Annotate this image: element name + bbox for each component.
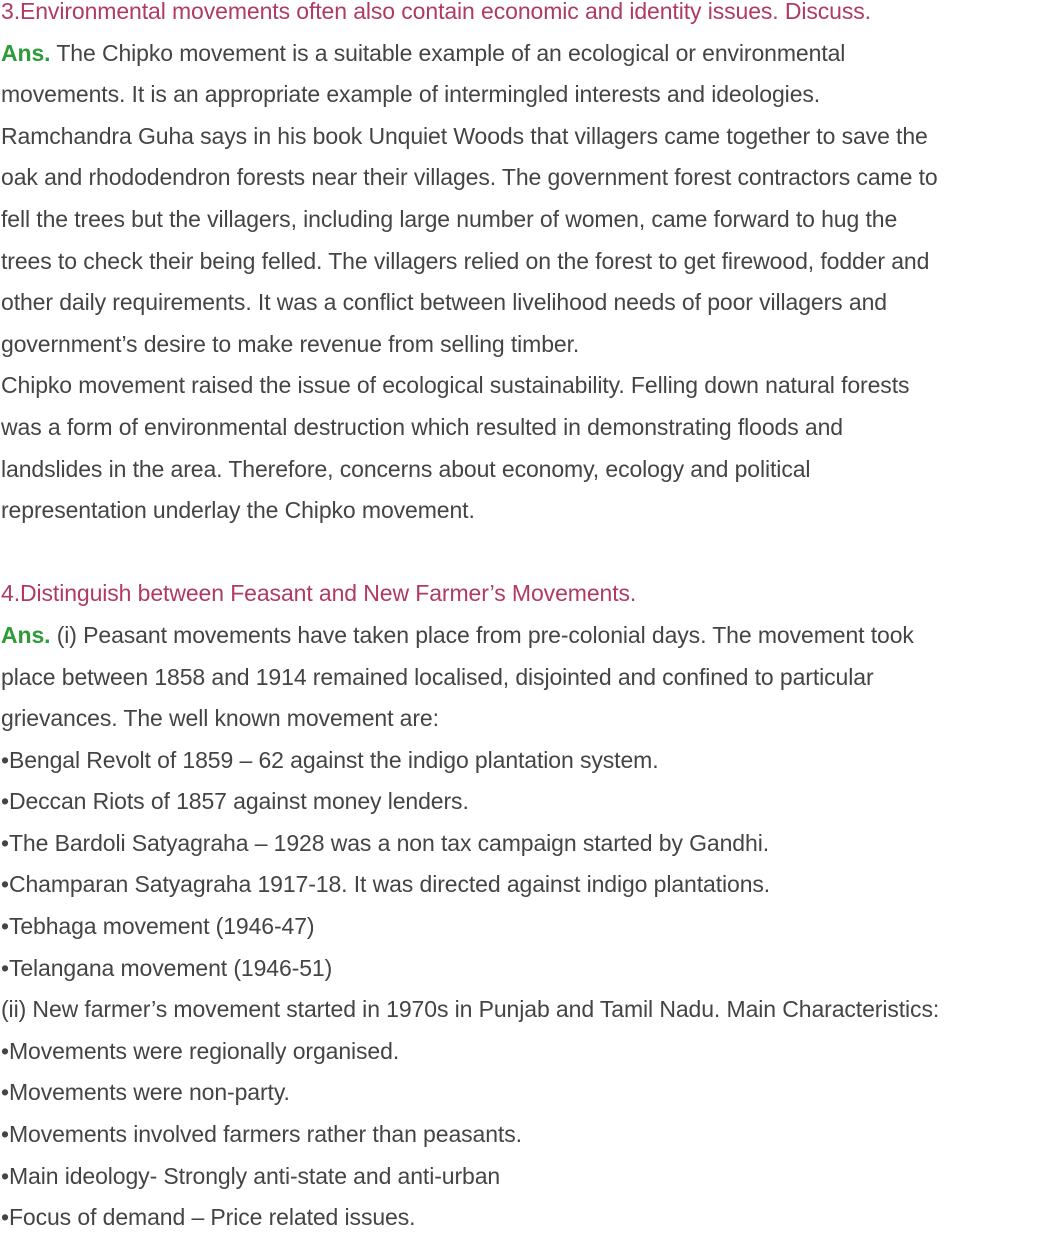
answer-3-line (1, 33, 1042, 75)
answer-4-line: place between 1858 and 1914 remained localised, disjointed and confined to particular (1, 663, 874, 690)
question-3-title: 3.Environmental movements often also contain economic and identity issues. Discuss. (1, 0, 871, 24)
document-body (1, 0, 1042, 1239)
answer-3-line: was a form of environmental destruction which resulted in demonstrating floods and (1, 413, 843, 440)
answer-label: Ans. (1, 39, 51, 66)
answer-3-line: movements. It is an appropriate example of intermingled interests and ideologies. (1, 81, 821, 108)
list-item: •Movements were non-party. (1, 1079, 290, 1106)
list-item: •Main ideology- Strongly anti-state and anti-urban (1, 1162, 501, 1189)
list-item: •Champaran Satyagraha 1917-18. It was directed against indigo plantations. (1, 871, 771, 898)
answer-3-line: landslides in the area. Therefore, concerns about economy, ecology and political (1, 455, 811, 482)
answer-3-text: The Chipko movement is a suitable example of an ecological or environmental (50, 39, 846, 66)
list-item: •Tebhaga movement (1946-47) (1, 913, 315, 940)
answer-3-line: fell the trees but the villagers, including large number of women, came forward to hug the (1, 205, 898, 232)
answer-3-line: government’s desire to make revenue from selling timber. (1, 330, 580, 357)
question-4-title: 4.Distinguish between Feasant and New Farmer’s Movements. (1, 580, 637, 607)
list-item: •Bengal Revolt of 1859 – 62 against the indigo plantation system. (1, 746, 659, 773)
list-item: •Movements were regionally organised. (1, 1037, 400, 1064)
list-item: •Focus of demand – Price related issues. (1, 1204, 416, 1231)
list-item: •Telangana movement (1946-51) (1, 954, 333, 981)
answer-3-line: other daily requirements. It was a conflict between livelihood needs of poor villagers and (1, 289, 887, 316)
answer-3-line: trees to check their being felled. The villagers relied on the forest to get firewood, fodder and (1, 247, 930, 274)
answer-label: Ans. (1, 621, 51, 648)
section-spacer (1, 532, 1042, 574)
answer-4-line: grievances. The well known movement are: (1, 705, 439, 732)
answer-4-line (1, 615, 1042, 657)
list-item: •The Bardoli Satyagraha – 1928 was a non tax campaign started by Gandhi. (1, 829, 769, 856)
list-item: •Movements involved farmers rather than peasants. (1, 1121, 522, 1148)
answer-3-line: representation underlay the Chipko movement. (1, 497, 475, 524)
answer-4-text: (i) Peasant movements have taken place from pre-colonial days. The movement took (50, 621, 914, 648)
list-item: •Deccan Riots of 1857 against money lenders. (1, 788, 469, 815)
answer-3-line: oak and rhododendron forests near their villages. The government forest contractors came to (1, 164, 938, 191)
answer-3-line: Ramchandra Guha says in his book Unquiet Woods that villagers came together to save the (1, 122, 928, 149)
answer-3-line: Chipko movement raised the issue of ecological sustainability. Felling down natural forests (1, 372, 910, 399)
answer-4-line: (ii) New farmer’s movement started in 1970s in Punjab and Tamil Nadu. Main Characteristics: (1, 996, 940, 1023)
